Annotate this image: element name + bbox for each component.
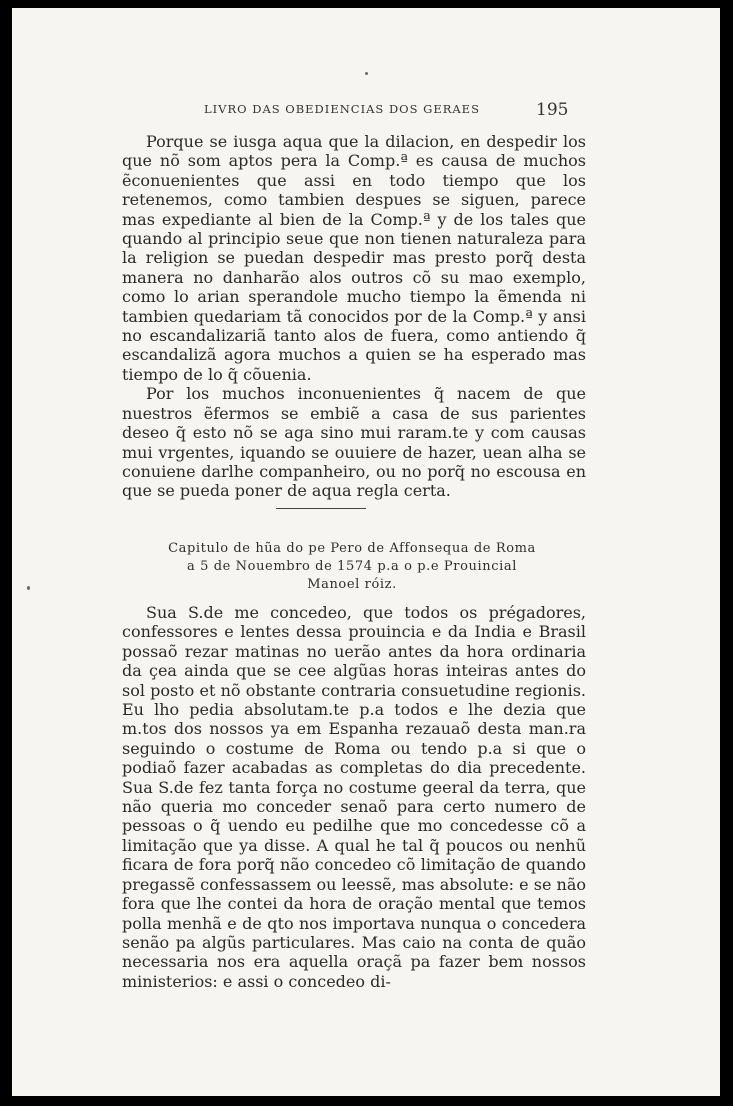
chapter-heading-line: a 5 de Nouembro de 1574 p.a o p.e Prouincial [187, 559, 517, 574]
running-head: LIVRO DAS OBEDIENCIAS DOS GERAES [204, 102, 480, 116]
section-divider [276, 508, 366, 509]
text-section-2 [122, 603, 586, 991]
paper-speck [27, 586, 30, 590]
paragraph: Sua S.de me concedeo, que todos os prégadores, confessores e lentes dessa prouincia e da India e Brasil possaõ rezar matinas no uerão antes da hora ordinaria da çea ainda que se cee algũas horas inteiras antes do sol posto et nõ obstante contraria consuetudine regionis. Eu lho pedia absolutam.te p.a todos e lhe dezia que m.tos dos nossos ya em Espanha rezauaõ desta man.ra seguindo o costume de Roma ou tendo p.a si que o podiaõ fazer acabadas as completas do dia precedente. Sua S.de fez tanta força no costume geeral da terra, que não queria mo conceder senaõ para certo numero de pessoas o q̃ uendo eu pedilhe que mo concedesse cõ a limitação que ya disse. A qual he tal q̃ poucos ou nenhũ ficara de fora porq̃ não concedeo cõ limitação de quando pregassẽ confessassem ou leessẽ, mas absolute: e se não fora que lhe contei da hora de oração mental que temos polla menhã e de qto nos importava nunqua o concedera senão pa algũs particulares. Mas caio na conta de quão necessaria nos era aquella oraçã pa fazer bem nossos ministerios: e assi o concedeo di- [122, 603, 586, 991]
page-header [12, 100, 720, 122]
paragraph: Por los muchos inconuenientes q̃ nacem de que nuestros ẽfermos se embiẽ a casa de sus parientes deseo q̃ esto nõ se aga sino mui raram.te y com causas mui vrgentes, iquando se ouuiere de hazer, uean alha se conuiene darlhe companheiro, ou no porq̃ no escousa en que se pueda poner de aqua regla certa. [122, 384, 586, 501]
page-number: 195 [536, 100, 569, 120]
paragraph: Porque se iusga aqua que la dilacion, en despedir los que nõ som aptos pera la Comp.ª es causa de muchos ẽconuenientes que assi en todo tiempo que los retenemos, como tambien despues se siguen, parece mas expediante al bien de la Comp.ª y de los tales que quando al principio seue que non tienen naturaleza para la religion se puedan despedir mas presto porq̃ desta manera no danharão alos outros cõ su mao exemplo, como lo arian sperandole mucho tiempo la ẽmenda ni tambien quedariam tã conocidos por de la Comp.ª y ansi no escandalizariã tanto alos de fuera, como antiendo q̃ escandalizã agora muchos a quien se ha esperado mas tiempo de lo q̃ cõuenia. [122, 132, 586, 384]
chapter-heading-line: Manoel róiz. [307, 577, 397, 592]
chapter-heading [102, 540, 602, 594]
book-page [12, 8, 720, 1096]
text-section-1 [122, 132, 586, 501]
paper-speck [365, 72, 368, 75]
chapter-heading-line: Capitulo de hũa do pe Pero de Affonsequa de Roma [168, 541, 536, 556]
